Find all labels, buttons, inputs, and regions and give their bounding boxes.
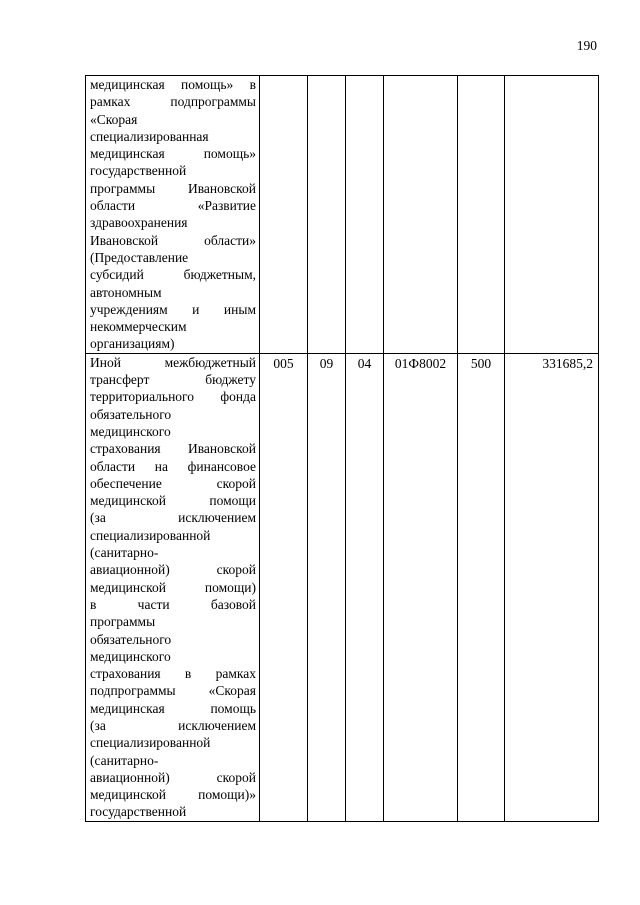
description-line: медицинская помощь» в	[90, 77, 256, 92]
description-line: обеспечение скорой	[90, 475, 256, 491]
description-line: (Предоставление	[90, 249, 189, 265]
amount-cell	[505, 76, 599, 354]
table-row	[86, 76, 599, 354]
description-line: обязательного	[90, 631, 172, 647]
description-line: территориального фонда	[90, 389, 256, 405]
description-line: государственной	[90, 163, 187, 179]
description-line: (за исключением	[90, 510, 256, 526]
description-line: медицинского	[90, 423, 171, 439]
description-line: (за исключением	[90, 717, 256, 733]
description-line: медицинской помощи)»	[90, 787, 256, 803]
description-line: государственной	[90, 804, 187, 820]
description-line: трансферт бюджету	[90, 372, 256, 388]
description-line: авиационной) скорой	[90, 562, 256, 578]
budget-table-body	[86, 76, 599, 822]
expense-type-cell	[458, 76, 505, 354]
description-line: программы Ивановской	[90, 180, 256, 196]
description-line: программы	[90, 614, 156, 630]
row-description	[86, 353, 260, 821]
description-line: обязательного	[90, 406, 172, 422]
description-line: медицинского	[90, 648, 171, 664]
description-line: (санитарно-	[90, 752, 159, 768]
expense-type-cell: 500	[458, 353, 505, 821]
description-line: (санитарно-	[90, 545, 159, 561]
ministry-code-cell	[260, 76, 308, 354]
description-line: специализированной	[90, 527, 211, 543]
description-line: авиационной) скорой	[90, 769, 256, 785]
description-line: страхования в рамках	[90, 666, 256, 682]
subsection-code-cell: 04	[346, 353, 384, 821]
description-line: медицинская помощь»	[90, 146, 256, 162]
description-line: автономным	[90, 284, 162, 300]
description-line: здравоохранения	[90, 215, 188, 231]
description-line: медицинской помощи	[90, 493, 256, 509]
page-number: 190	[576, 38, 597, 53]
description-line: некоммерческим	[90, 319, 187, 335]
row-description	[86, 76, 260, 354]
description-line: медицинской помощи)	[90, 579, 256, 595]
description-line: медицинская помощь	[90, 700, 256, 716]
table-row	[86, 353, 599, 821]
description-line: учреждениям и иным	[90, 301, 256, 317]
description-line: организациям)	[90, 336, 175, 352]
description-line: подпрограммы «Скорая	[90, 683, 256, 699]
description-line: специализированной	[90, 735, 211, 751]
description-line: Иной межбюджетный	[90, 354, 256, 370]
target-article-cell: 01Ф8002	[384, 353, 458, 821]
description-line: области на финансовое	[90, 458, 256, 474]
description-line: Ивановской области»	[90, 232, 256, 248]
amount-cell: 331685,2	[505, 353, 599, 821]
section-code-cell	[308, 76, 346, 354]
description-line: страхования Ивановской	[90, 441, 256, 457]
section-code-cell: 09	[308, 353, 346, 821]
target-article-cell	[384, 76, 458, 354]
description-line: рамках подпрограммы	[90, 94, 256, 110]
ministry-code-cell: 005	[260, 353, 308, 821]
description-line: специализированная	[90, 128, 209, 144]
description-line: области «Развитие	[90, 198, 256, 214]
description-line: в части базовой	[90, 596, 256, 612]
description-line: «Скорая	[90, 111, 138, 127]
description-line: субсидий бюджетным,	[90, 267, 256, 283]
budget-table	[85, 75, 599, 822]
subsection-code-cell	[346, 76, 384, 354]
